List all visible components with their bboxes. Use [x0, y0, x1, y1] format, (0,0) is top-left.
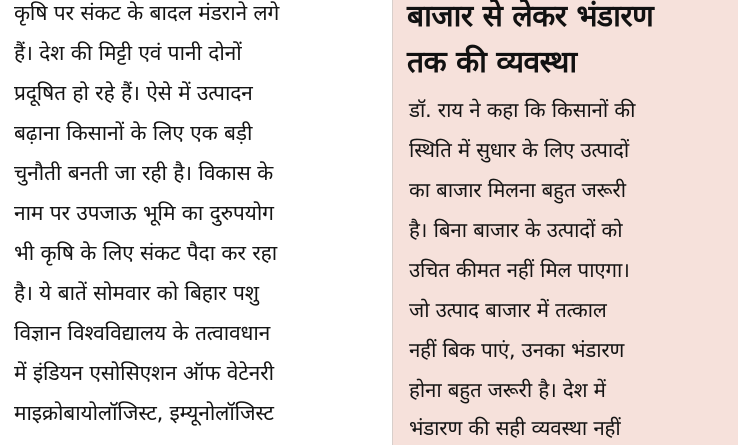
right-text-line: स्थिति में सुधार के लिए उत्पादों: [409, 138, 629, 162]
left-text-line: बढ़ाना किसानों के लिए एक बड़ी: [14, 121, 253, 145]
left-text-line: माइक्रोबायोलॉजिस्ट, इम्यूनोलॉजिस्ट: [14, 401, 274, 425]
left-text-line: विज्ञान विश्वविद्यालय के तत्वावधान: [14, 321, 271, 345]
left-text-line: हैं। देश की मिट्टी एवं पानी दोनों: [14, 41, 242, 65]
left-text-line: प्रदूषित हो रहे हैं। ऐसे में उत्पादन: [14, 81, 253, 105]
left-text-line: में इंडियन एसोसिएशन ऑफ वेटेनरी: [14, 361, 274, 385]
right-text-line: नहीं बिक पाएं, उनका भंडारण: [409, 338, 625, 362]
right-text-line: होना बहुत जरूरी है। देश में: [409, 378, 606, 402]
right-text-line: जो उत्पाद बाजार में तत्काल: [409, 298, 607, 322]
left-text-line: भी कृषि के लिए संकट पैदा कर रहा: [14, 241, 277, 265]
subheading-line: तक की व्यवस्था: [407, 45, 577, 80]
right-text-line: है। बिना बाजार के उत्पादों को: [409, 218, 623, 242]
right-text-line: उचित कीमत नहीं मिल पाएगा।: [409, 258, 630, 282]
right-text-line: का बाजार मिलना बहुत जरूरी: [409, 178, 626, 202]
left-text-line: है। ये बातें सोमवार को बिहार पशु: [14, 281, 259, 305]
left-text-line: कृषि पर संकट के बादल मंडराने लगे: [14, 1, 280, 25]
left-text-line: नाम पर उपजाऊ भूमि का दुरुपयोग: [14, 201, 274, 225]
right-text-line: भंडारण की सही व्यवस्था नहीं: [409, 416, 621, 440]
right-text-line: डॉ. राय ने कहा कि किसानों की: [409, 98, 636, 122]
right-article-column: [393, 0, 738, 445]
left-text-line: चुनौती बनती जा रही है। विकास के: [14, 161, 274, 185]
subheading-line: बाजार से लेकर भंडारण: [407, 0, 654, 34]
